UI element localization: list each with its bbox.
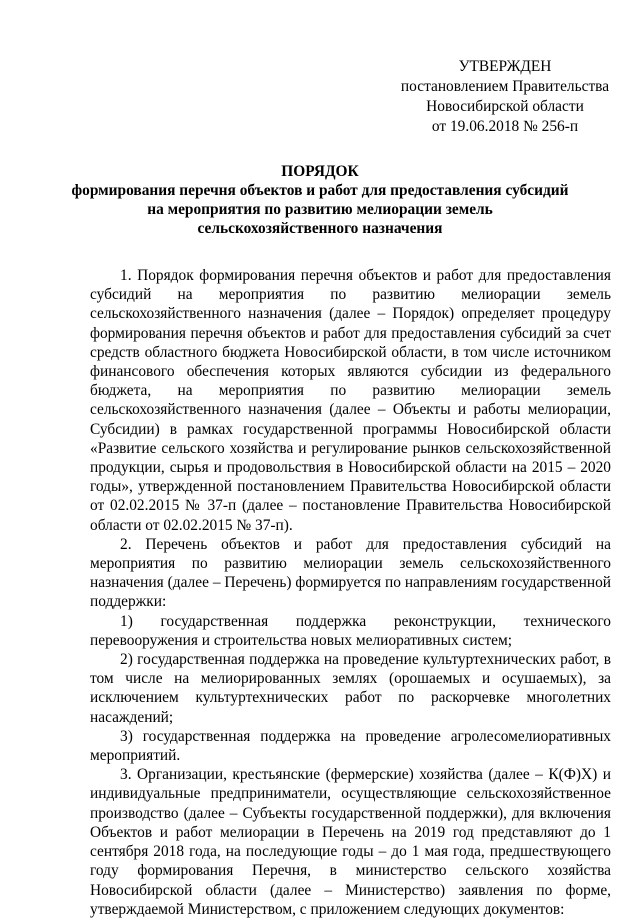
approval-stamp <box>380 57 630 137</box>
paragraph-3: 3. Организации, крестьянские (фермерские) хозяйства (далее – К(Ф)Х) и индивидуальные предприниматели, осуществляющие сельскохозяйственное производство (далее – Субъекты государственной поддержки), для включения Объектов и работ мелиорации в Перечень на 2019 год представляют до 1 сентября 2018 года, на последующие годы – до 1 мая года, предшествующего году формирования Перечня, в министерство сельского хозяйства Новосибирской области (далее – Министерство) заявления по форме, утверждаемой Министерством, с приложением следующих документов: <box>90 766 611 918</box>
list-item-2: 2) государственная поддержка на проведение культуртехнических работ, в том числе на мелиорированных землях (орошаемых и осушаемых), за исключением культуртехнических работ по раскорчевке многолетних насаждений; <box>90 651 611 726</box>
approval-authority: постановлением Правительства <box>400 78 610 95</box>
title-line-2: на мероприятия по развитию мелиорации земель <box>147 201 493 218</box>
document-heading: ПОРЯДОК <box>281 163 359 180</box>
approval-date-number: от 19.06.2018 № 256-п <box>431 118 579 135</box>
approval-region: Новосибирской области <box>426 98 584 115</box>
document-title <box>40 162 600 238</box>
list-item-3: 3) государственная поддержка на проведение агролесомелиоративных мероприятий. <box>90 727 611 765</box>
document-body <box>90 266 611 919</box>
approval-status: УТВЕРЖДЕН <box>458 58 552 75</box>
paragraph-1: 1. Порядок формирования перечня объектов и работ для предоставления субсидий на мероприятия по развитию мелиорации земель сельскохозяйственного назначения (далее – Порядок) определяет процедуру формирования перечня объектов и работ для предоставления субсидий за счет средств областного бюджета Новосибирской области, в том числе источником финансового обеспечения которых являются субсидии из федерального бюджета, на мероприятия по развитию мелиорации земель сельскохозяйственного назначения (далее – Объекты и работы мелиорации, Субсидии) в рамках государственной программы Новосибирской области «Развитие сельского хозяйства и регулирование рынков сельскохозяйственной продукции, сырья и продовольствия в Новосибирской области на 2015 – 2020 годы», утвержденной постановлением Правительства Новосибирской области от 02.02.2015 № 37-п (далее – постановление Правительства Новосибирской области от 02.02.2015 № 37-п). <box>90 267 611 534</box>
paragraph-2: 2. Перечень объектов и работ для предоставления субсидий на мероприятия по развитию мелиорации земель сельскохозяйственного назначения (далее – Перечень) формируется по направлениям государственной поддержки: <box>90 535 611 611</box>
title-line-1: формирования перечня объектов и работ для предоставления субсидий <box>71 182 569 199</box>
list-item-1: 1) государственная поддержка реконструкции, технического перевооружения и строительства новых мелиоративных систем; <box>90 612 611 649</box>
title-line-3: сельскохозяйственного назначения <box>197 220 443 237</box>
